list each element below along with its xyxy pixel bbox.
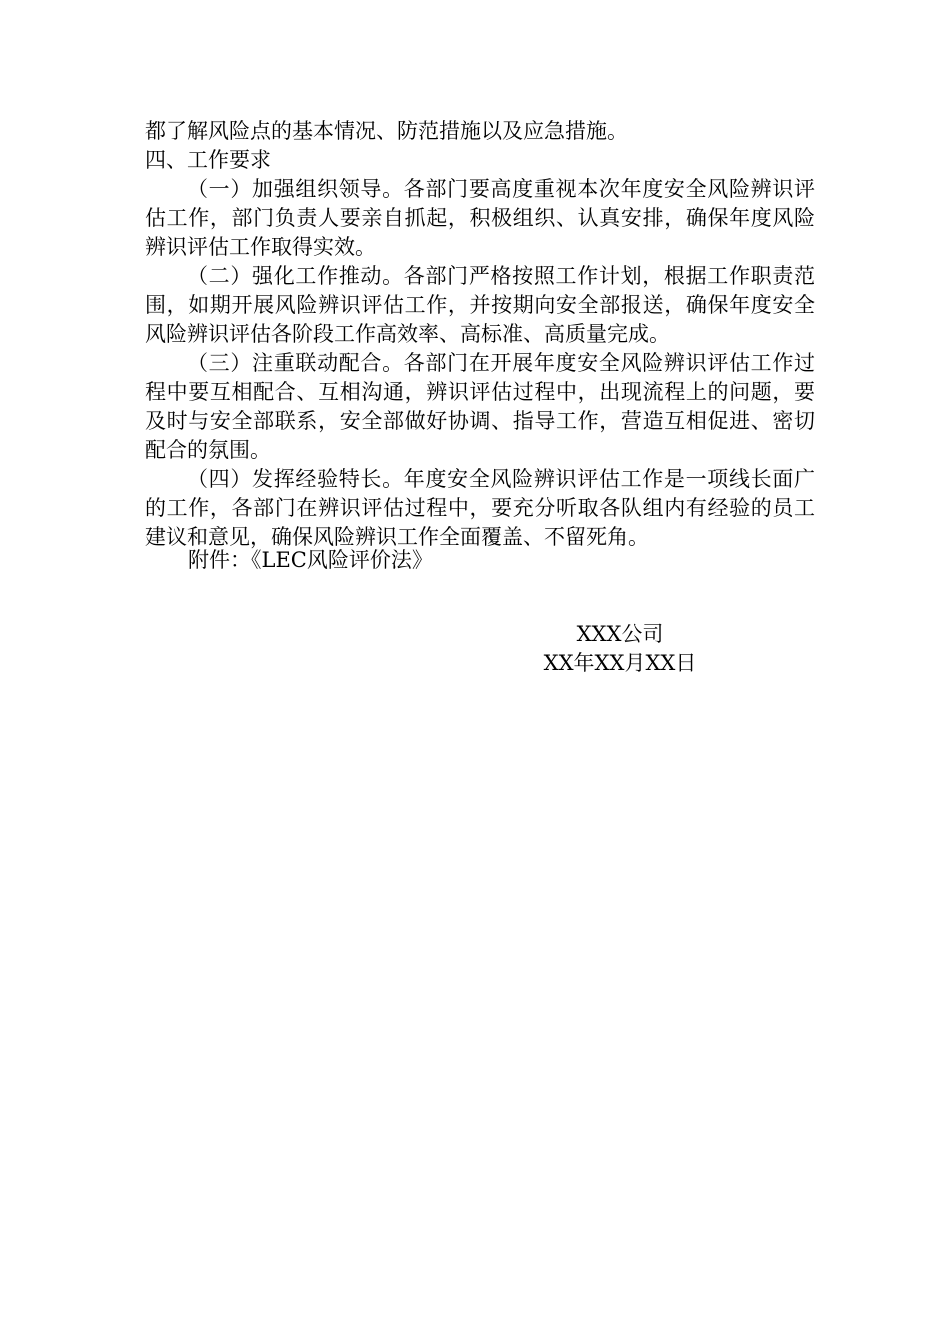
paragraph-requirement-3: （三）注重联动配合。各部门在开展年度安全风险辨识评估工作过程中要互相配合、互相沟通，辨识评估过程中，出现流程上的问题，要及时与安全部联系，安全部做好协调、指导工作，营造互相促进、密切配合的氛围。 xyxy=(145,351,815,462)
paragraph-requirement-4: （四）发挥经验特长。年度安全风险辨识评估工作是一项线长面广的工作，各部门在辨识评估过程中，要充分听取各队组内有经验的员工建议和意见，确保风险辨识工作全面覆盖、不留死角。 xyxy=(145,467,815,549)
attachment-note: 附件：《LEC风险评价法》 xyxy=(188,548,433,572)
company-name: XXX公司 xyxy=(576,622,664,646)
paragraph-intro-tail: 都了解风险点的基本情况、防范措施以及应急措施。 xyxy=(145,119,628,143)
body-text xyxy=(145,117,815,552)
paragraph-requirement-1: （一）加强组织领导。各部门要高度重视本次年度安全风险辨识评估工作，部门负责人要亲自抓起，积极组织、认真安排，确保年度风险辨识评估工作取得实效。 xyxy=(145,177,815,259)
signature-date: XX年XX月XX日 xyxy=(543,651,697,675)
section-heading-work-requirements: 四、工作要求 xyxy=(145,148,271,172)
paragraph-requirement-2: （二）强化工作推动。各部门严格按照工作计划，根据工作职责范围，如期开展风险辨识评估工作，并按期向安全部报送，确保年度安全风险辨识评估各阶段工作高效率、高标准、高质量完成。 xyxy=(145,264,815,346)
signature-block xyxy=(520,620,720,678)
